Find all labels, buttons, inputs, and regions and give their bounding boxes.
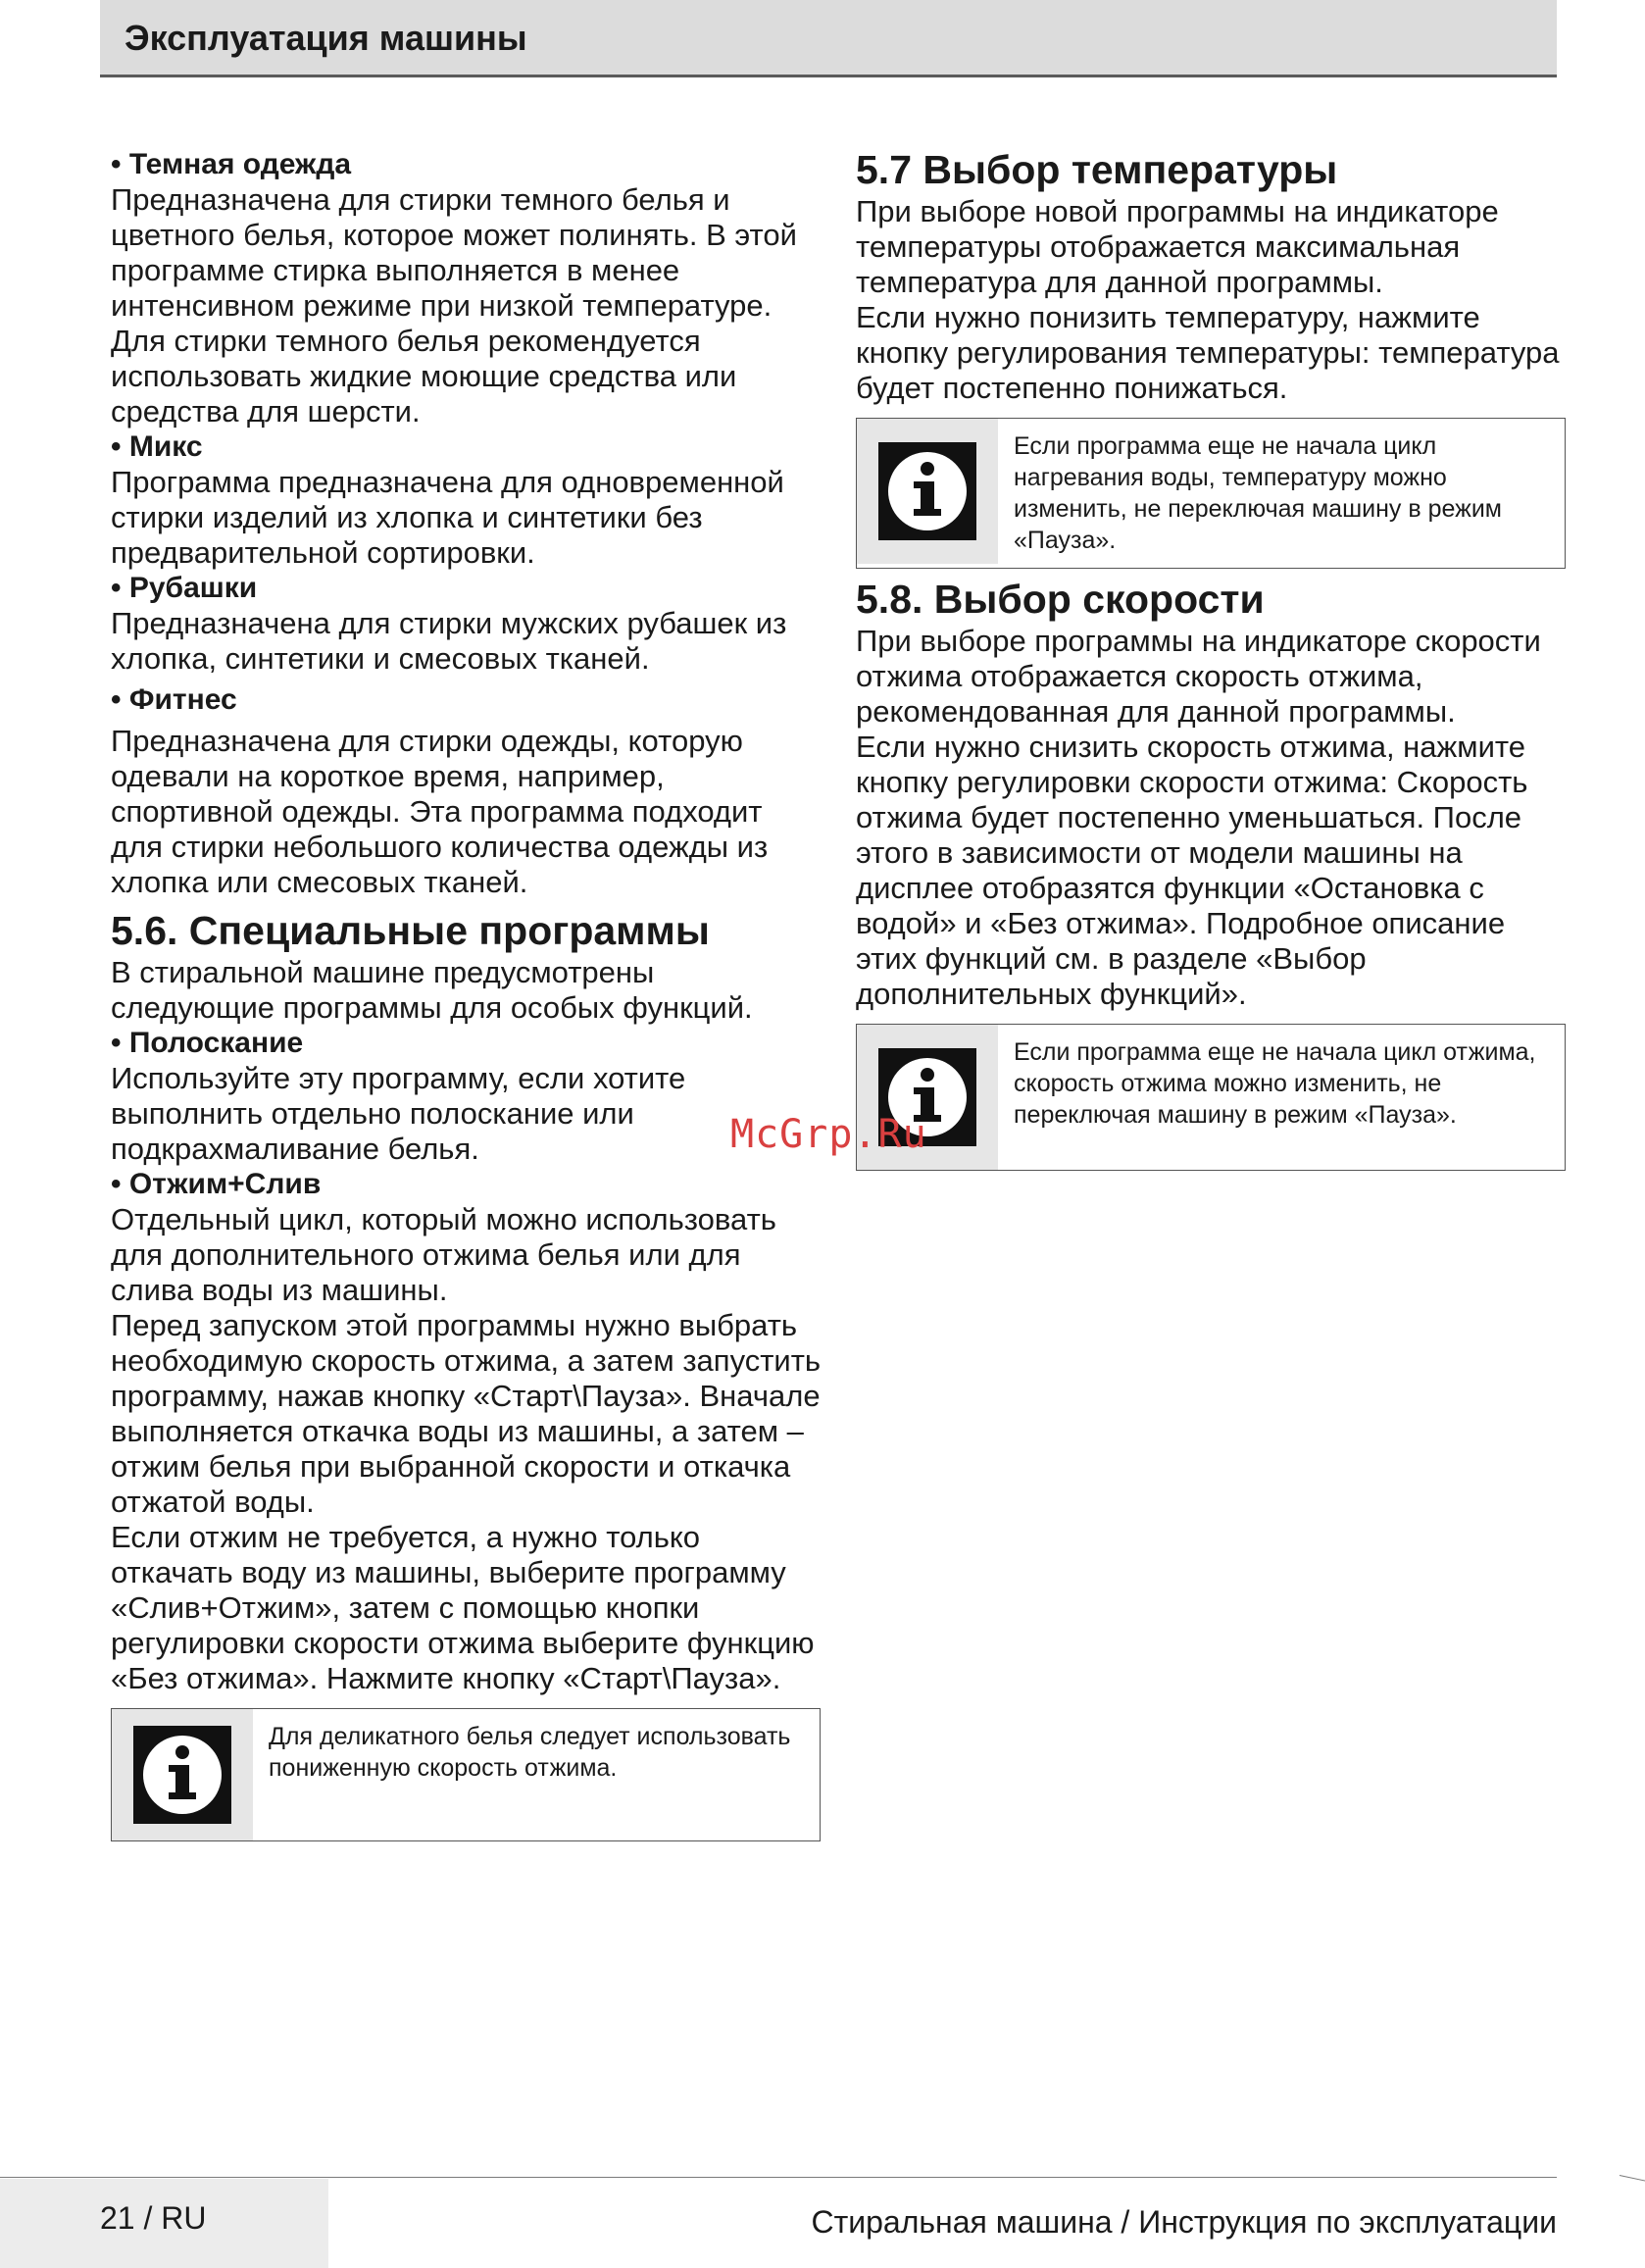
temperature-text-2: Если нужно понизить температуру, нажмите кнопку регулирования температуры: температура будет постепенно понижаться.	[856, 300, 1560, 405]
mix-text: Программа предназначена для одновременной стирки изделий из хлопка и синтетики без предварительной сортировки.	[111, 465, 784, 570]
fitness-title: • Фитнес	[111, 683, 237, 716]
speed-text-1: При выборе программы на индикаторе скорости отжима отображается скорость отжима, рекомендованная для данной программы.	[856, 624, 1541, 729]
spin-drain-text-1: Отдельный цикл, который можно использовать для дополнительного отжима белья или для слива воды из машины.	[111, 1202, 776, 1307]
info-icon	[878, 442, 976, 540]
special-programs-intro: В стиральной машине предусмотрены следующие программы для особых функций.	[111, 955, 753, 1025]
footer-title: Стиральная машина / Инструкция по эксплуатации	[811, 2204, 1557, 2240]
footer-divider	[0, 2177, 1557, 2178]
page-number: 21 / RU	[100, 2200, 207, 2236]
info-icon-cell	[857, 419, 998, 564]
speed-heading: 5.8. Выбор скорости	[856, 577, 1265, 622]
spin-drain-text-2: Перед запуском этой программы нужно выбрать необходимую скорость отжима, а затем запустить программу, нажав кнопку «Старт\Пауза». Вначале выполняется откачка воды из машины, а затем – отжим белья при выбранной скорости и откачка отжатой воды.	[111, 1308, 822, 1519]
special-programs-heading: 5.6. Специальные программы	[111, 908, 710, 953]
rinse-text: Используйте эту программу, если хотите выполнить отдельно полоскание или подкрахмаливание белья.	[111, 1061, 686, 1166]
rinse-title: • Полоскание	[111, 1027, 304, 1059]
delicate-note-box	[111, 1708, 821, 1841]
speed-note-box	[856, 1024, 1566, 1171]
shirts-title: • Рубашки	[111, 572, 258, 604]
info-icon	[133, 1726, 231, 1824]
dark-clothes-title: • Темная одежда	[111, 148, 352, 180]
temperature-note-text: Если программа еще не начала цикл нагревания воды, температуру можно изменить, не переключая машину в режим «Пауза».	[1014, 432, 1502, 554]
left-column	[111, 147, 822, 1841]
dark-clothes-text: Предназначена для стирки темного белья и цветного белья, которое может полинять. В этой программе стирка выполняется в менее интенсивном режиме при низкой температуре. Для стирки темного белья рекомендуется использовать жидкие моющие средства или средства для шерсти.	[111, 182, 797, 428]
fitness-text: Предназначена для стирки одежды, которую одевали на короткое время, например, спортивной одежды. Эта программа подходит для стирки небольшого количества одежды из хлопка или смесовых тканей.	[111, 724, 769, 899]
info-icon-cell	[112, 1709, 253, 1840]
speed-text-2: Если нужно снизить скорость отжима, нажмите кнопку регулировки скорости отжима: Скорость отжима будет постепенно уменьшаться. После этого в зависимости от модели машины на дисплее отобразятся функции «Остановка с водой» и «Без отжима». Подробное описание этих функций см. в разделе «Выбор дополнительных функций».	[856, 730, 1528, 1011]
temperature-text-1: При выборе новой программы на индикаторе температуры отображается максимальная температура для данной программы.	[856, 194, 1499, 299]
delicate-note-text: Для деликатного белья следует использовать пониженную скорость отжима.	[269, 1723, 791, 1782]
temperature-heading: 5.7 Выбор температуры	[856, 147, 1338, 192]
shirts-text: Предназначена для стирки мужских рубашек из хлопка, синтетики и смесовых тканей.	[111, 606, 787, 676]
spin-drain-text-3: Если отжим не требуется, а нужно только откачать воду из машины, выберите программу «Слив+Отжим», затем с помощью кнопки регулировки скорости отжима выберите функцию «Без отжима». Нажмите кнопку «Старт\Пауза».	[111, 1520, 815, 1695]
spin-drain-title: • Отжим+Слив	[111, 1168, 322, 1200]
footer-corner-line	[1620, 2175, 1645, 2184]
header-title: Эксплуатация машины	[125, 18, 527, 58]
speed-note-text: Если программа еще не начала цикл отжима, скорость отжима можно изменить, не переключая машину в режим «Пауза».	[1014, 1038, 1536, 1129]
right-column	[856, 147, 1567, 1171]
mix-title: • Микс	[111, 430, 203, 463]
temperature-note-box	[856, 418, 1566, 569]
watermark: McGrp.Ru	[730, 1112, 927, 1157]
page-header	[100, 0, 1557, 77]
